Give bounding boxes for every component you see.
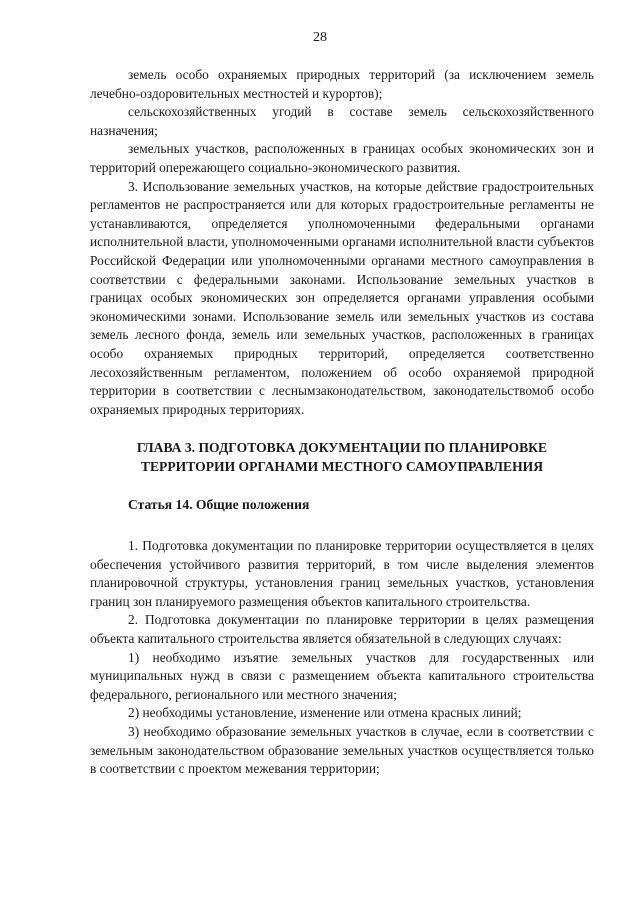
paragraph: 1) необходимо изъятие земельных участков для государственных или муниципальных нужд в связи с размещением объекта капитального строительства федерального, регионального или местного значения; — [90, 649, 594, 702]
paragraph: 2. Подготовка документации по планировке территории в целях размещения объекта капитального строительства является обязательной в следующих случаях: — [90, 612, 594, 647]
page-number: 28 — [313, 30, 327, 45]
paragraph: 3) необходимо образование земельных участков в случае, если в соответствии с земельным законодательством образование земельных участков осуществляется только в соответствии с проектом межевания территории; — [90, 724, 594, 777]
paragraph: земель особо охраняемых природных территорий (за исключением земель лечебно-оздоровительных местностей и курортов); — [90, 67, 594, 101]
paragraph: 2) необходимы установление, изменение или отмена красных линий; — [128, 705, 522, 721]
paragraph: сельскохозяйственных угодий в составе земель сельскохозяйственного назначения; — [90, 104, 594, 138]
paragraph: 1. Подготовка документации по планировке территории осуществляется в целях обеспечения устойчивого развития территорий, в том числе выделения элементов планировочной структуры, установления границ земельных участков, установления границ зон планируемого размещения объектов капитального строительства. — [90, 538, 594, 609]
paragraph: 3. Использование земельных участков, на которые действие градостроительных регламентов не распространяется или для которых градостроительные регламенты не устанавливаются, определяется уполномоченными федеральными органами исполнительной власти, уполномоченными органами исполнительной власти субъектов Российской Федерации или уполномоченными органами местного самоуправления в соответствии с федеральными законами. Использование земельных участков в границах особых экономических зон определяется органами управления особыми экономическими зонами. Использование земель или земельных участков из состава земель лесного фонда, земель или земельных участков, расположенных в границах особо охраняемых природных территорий, определяется соответственно лесохозяйственным регламентом, положением об особо охраняемой природной территории в соответствии с леснымзаконодательством, законодательствомоб особо охраняемых природных территориях. — [90, 178, 594, 417]
chapter-heading: ГЛАВА 3. ПОДГОТОВКА ДОКУМЕНТАЦИИ ПО ПЛАНИРОВКЕ ТЕРРИТОРИИ ОРГАНАМИ МЕСТНОГО САМОУПРАВЛЕНИЯ — [136, 440, 548, 474]
document-body — [90, 66, 594, 779]
article-heading: Статья 14. Общие положения — [128, 497, 310, 513]
paragraph: земельных участков, расположенных в границах особых экономических зон и территорий опережающего социально-экономического развития. — [90, 141, 594, 175]
